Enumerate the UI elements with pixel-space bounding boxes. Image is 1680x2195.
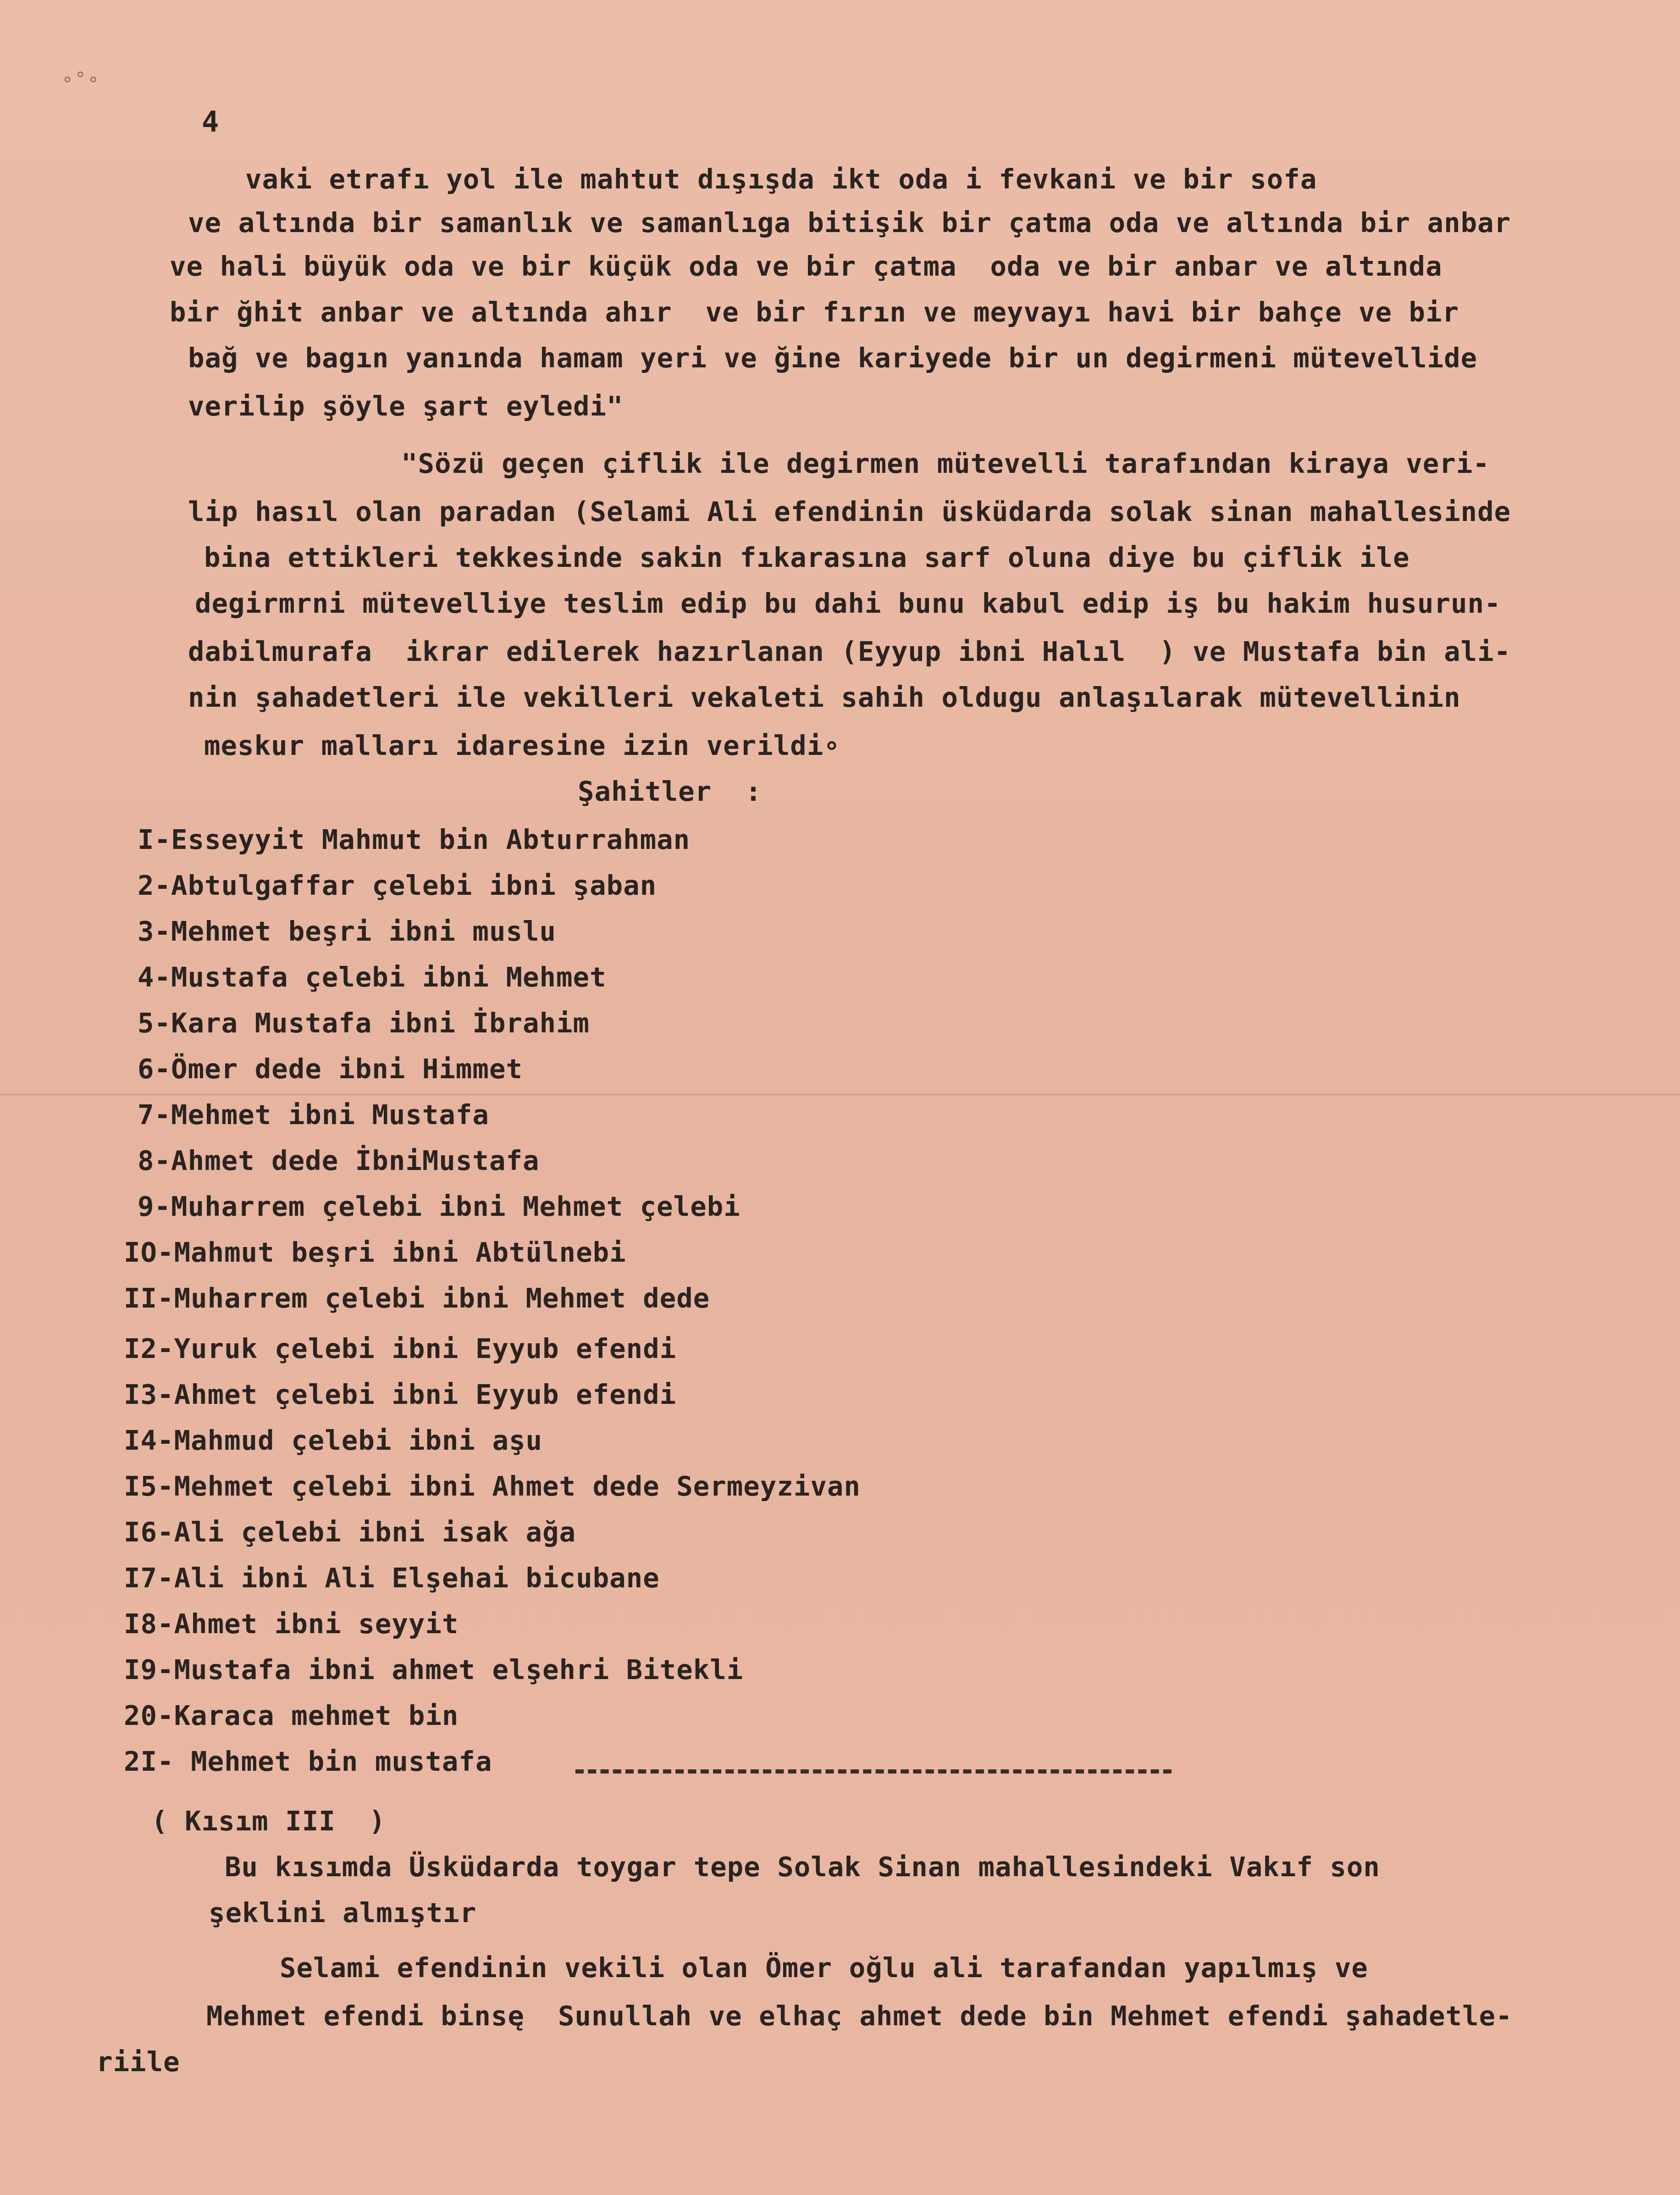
closing-line: Selami efendinin vekili olan Ömer oğlu ali tarafandan yapılmış ve <box>280 1952 1368 1984</box>
quote-line: meskur malları idaresine izin verildi∘ <box>204 730 840 761</box>
body-line: bağ ve bagın yanında hamam yeri ve ğine kariyede bir un degirmeni mütevellide <box>188 342 1478 374</box>
witness-item: I4-Mahmud çelebi ibni aşu <box>124 1425 543 1456</box>
closing-line: Mehmet efendi binsę Sunullah ve elhaç ahmet dede bin Mehmet efendi şahadetle- <box>206 2000 1513 2032</box>
quote-line: nin şahadetleri ile vekilleri vekaleti sahih oldugu anlaşılarak mütevellinin <box>188 682 1461 713</box>
witness-item: IO-Mahmut beşri ibni Abtülnebi <box>124 1236 626 1268</box>
witness-item: I5-Mehmet çelebi ibni Ahmet dede Sermeyzivan <box>124 1470 861 1502</box>
quote-line: "Sözü geçen çiflik ile degirmen mütevelli tarafından kiraya veri- <box>401 448 1490 479</box>
page-number: 4 <box>202 105 220 139</box>
body-line: bir ğhit anbar ve altında ahır ve bir fırın ve meyvayı havi bir bahçe ve bir <box>170 296 1459 328</box>
witness-item: 8-Ahmet dede İbniMustafa <box>138 1145 540 1176</box>
witness-item: 5-Kara Mustafa ibni İbrahim <box>138 1007 590 1039</box>
section-line: şeklini almıştır <box>209 1897 477 1929</box>
body-line: verilip şöyle şart eyledi" <box>188 390 624 422</box>
body-line: ve hali büyük oda ve bir küçük oda ve bir çatma oda ve bir anbar ve altında <box>170 250 1442 282</box>
witness-item: I7-Ali ibni Ali Elşehai bicubane <box>124 1562 660 1594</box>
witness-item: 4-Mustafa çelebi ibni Mehmet <box>138 961 607 993</box>
witness-item: 7-Mehmet ibni Mustafa <box>138 1099 489 1131</box>
quote-line: dabilmurafa ikrar edilerek hazırlanan (Eyyup ibni Halıl ) ve Mustafa bin ali- <box>188 636 1511 667</box>
witness-item: I3-Ahmet çelebi ibni Eyyub efendi <box>124 1379 677 1410</box>
witness-item: 2-Abtulgaffar çelebi ibni şaban <box>138 870 657 901</box>
witness-item: I9-Mustafa ibni ahmet elşehri Bitekli <box>124 1654 744 1685</box>
section-line: Bu kısımda Üsküdarda toygar tepe Solak Sinan mahallesindeki Vakıf son <box>225 1851 1380 1883</box>
witness-item: I8-Ahmet ibni seyyit <box>124 1608 459 1640</box>
witness-item: I6-Ali çelebi ibni isak ağa <box>124 1516 576 1548</box>
witness-item: 9-Muharrem çelebi ibni Mehmet çelebi <box>138 1191 741 1222</box>
witness-item: I-Esseyyit Mahmut bin Abturrahman <box>138 824 691 855</box>
witness-item: 2I- Mehmet bin mustafa <box>124 1746 492 1777</box>
quote-line: lip hasıl olan paradan (Selami Ali efendinin üsküdarda solak sinan mahallesinde <box>188 496 1511 527</box>
closing-line: riile <box>96 2046 180 2078</box>
witness-item: 6-Ömer dede ibni Himmet <box>138 1053 523 1085</box>
witness-item: 3-Mehmet beşri ibni muslu <box>138 915 557 947</box>
section-heading: ( Kısım III ) <box>151 1805 386 1837</box>
corner-marks: ∘°∘ <box>62 69 101 90</box>
body-line: ve altında bir samanlık ve samanlıga bitişik bir çatma oda ve altında bir anbar <box>188 207 1511 238</box>
witness-item: II-Muharrem çelebi ibni Mehmet dede <box>124 1282 710 1314</box>
witness-item: 20-Karaca mehmet bin <box>124 1700 459 1731</box>
quote-line: bina ettikleri tekkesinde sakin fıkarasına sarf oluna diye bu çiflik ile <box>204 542 1410 573</box>
dashed-separator <box>575 1769 1172 1774</box>
quote-line: degirmrni mütevelliye teslim edip bu dahi bunu kabul edip iş bu hakim husurun- <box>195 588 1501 619</box>
witnesses-heading: Şahitler : <box>578 776 762 807</box>
paper-fold-crease <box>0 1094 1680 1095</box>
witness-item: I2-Yuruk çelebi ibni Eyyub efendi <box>124 1333 677 1364</box>
body-line: vaki etrafı yol ile mahtut dışışda ikt oda i fevkani ve bir sofa <box>245 163 1317 195</box>
